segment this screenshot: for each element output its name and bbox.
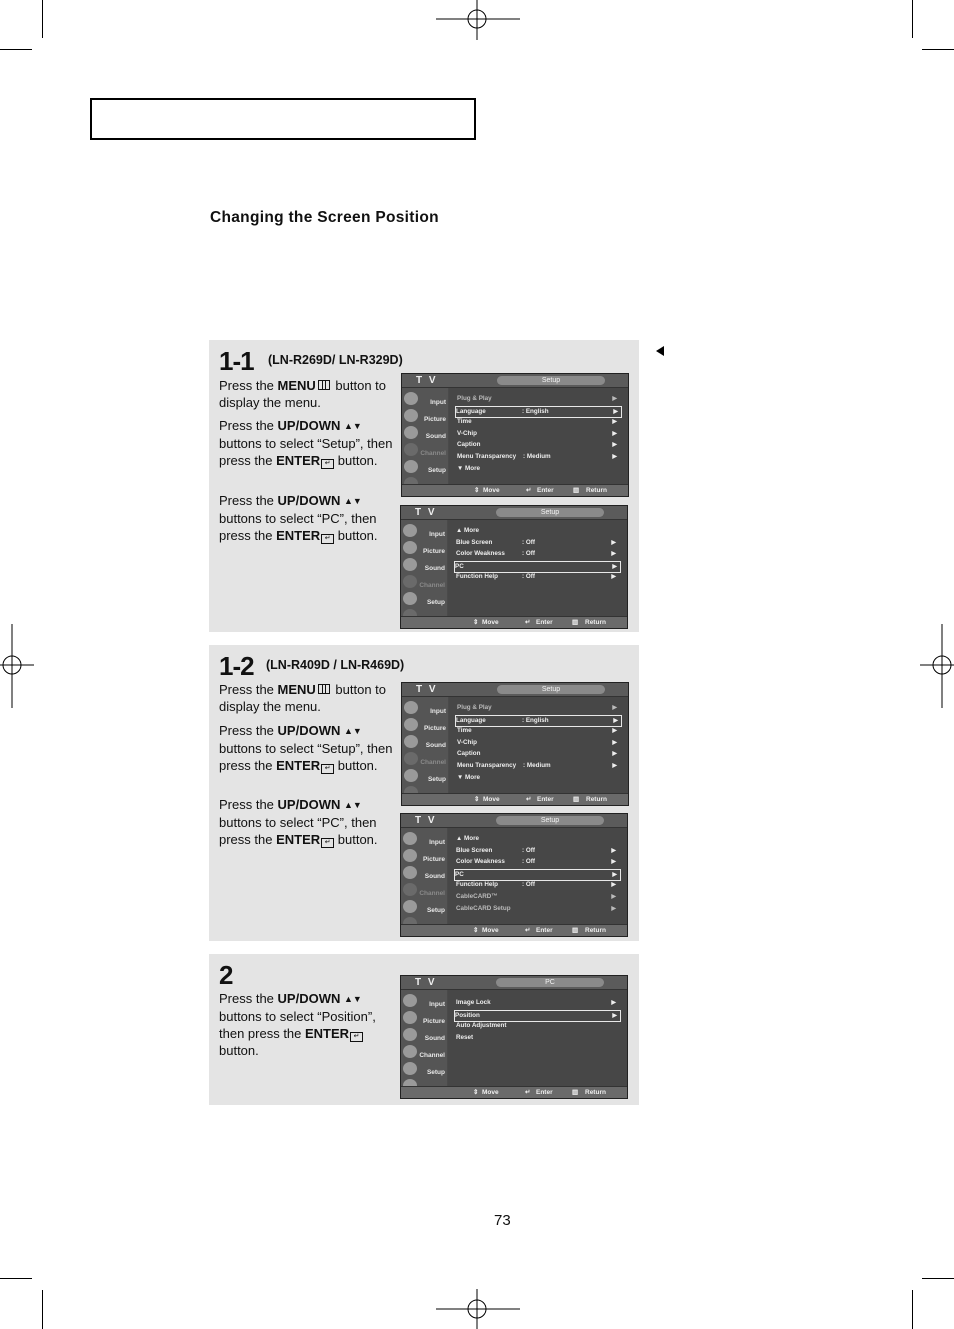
osd-item-value: : Off <box>522 538 535 546</box>
crop-mark <box>912 0 913 38</box>
osd-sidebar-item[interactable] <box>402 717 448 733</box>
osd-category-icon <box>404 769 418 782</box>
up-down-arrows-icon: ▲▼ <box>344 726 362 736</box>
osd-sidebar-item[interactable] <box>401 1027 447 1043</box>
osd-sidebar-item[interactable] <box>401 848 447 864</box>
enter-icon: ↵ <box>525 927 531 934</box>
osd-category-icon <box>403 866 417 879</box>
move-arrows-icon: ⇕ <box>473 619 479 626</box>
osd-sidebar-label: Picture <box>423 725 446 732</box>
osd-menu-item[interactable] <box>457 464 620 474</box>
osd-sidebar-item[interactable] <box>401 523 447 539</box>
osd-menu-item[interactable] <box>456 880 619 890</box>
osd-menu-tab: Setup <box>497 685 605 694</box>
crop-mark <box>922 1278 954 1279</box>
step-instruction: Press the UP/DOWN ▲▼ buttons to select “PC”, then press the ENTER ↵ button. <box>219 493 378 543</box>
osd-menu-tab: Setup <box>496 816 604 825</box>
osd-more-icon: ▼ <box>457 464 465 472</box>
osd-item-label: Time <box>457 418 472 426</box>
osd-submenu-arrow-icon: ▶ <box>611 539 616 546</box>
osd-submenu-arrow-icon: ▶ <box>613 408 618 415</box>
osd-sidebar <box>401 828 447 924</box>
osd-item-label: PC <box>455 870 464 878</box>
osd-sidebar-label: Setup <box>427 467 446 474</box>
move-arrows-icon: ⇕ <box>474 796 480 803</box>
osd-item-label: CableCARD Setup <box>456 904 511 912</box>
registration-mark-left <box>0 624 34 708</box>
osd-sidebar-label: Channel <box>420 450 446 457</box>
enter-button-icon: ↵ <box>321 459 334 469</box>
osd-item-label: More <box>463 527 480 534</box>
osd-menu-list <box>449 388 628 484</box>
osd-item-label: More <box>464 464 481 472</box>
osd-submenu-arrow-icon: ▶ <box>612 563 617 570</box>
osd-enter-label: Enter <box>536 1089 553 1096</box>
osd-item-label: Caption <box>457 750 481 758</box>
page-number: 73 <box>494 1212 511 1229</box>
osd-category-icon <box>404 460 418 473</box>
osd-sidebar-label: Setup <box>426 907 445 914</box>
osd-item-value: : Medium <box>523 453 551 460</box>
osd-enter-label: Enter <box>537 796 554 803</box>
osd-sidebar <box>402 388 448 484</box>
osd-item-label: Plug & Play <box>457 704 492 711</box>
osd-item-label: Language <box>456 407 486 415</box>
crop-mark <box>42 0 43 38</box>
osd-item-value: : Off <box>522 846 535 854</box>
osd-menu-item[interactable] <box>457 726 620 736</box>
osd-sidebar-label: Sound <box>424 873 445 880</box>
enter-icon: ↵ <box>526 796 532 803</box>
tv-osd-screen <box>400 975 628 1099</box>
osd-category-icon <box>403 524 417 537</box>
osd-submenu-arrow-icon: ▶ <box>611 894 616 900</box>
registration-mark-bottom <box>436 1289 520 1329</box>
osd-sidebar-label: Sound <box>425 742 446 749</box>
enter-button-icon: ↵ <box>350 1032 363 1042</box>
osd-title-bar <box>402 374 628 388</box>
osd-item-label: Color Weakness <box>456 550 505 558</box>
osd-sidebar-label: Channel <box>419 1052 445 1059</box>
osd-menu-item[interactable] <box>456 572 619 582</box>
osd-item-label: Plug & Play <box>457 395 492 402</box>
osd-help-bar <box>401 924 627 936</box>
osd-category-icon <box>404 735 418 748</box>
osd-sidebar-label: Setup <box>426 599 445 606</box>
osd-sidebar-item[interactable] <box>401 831 447 847</box>
osd-return-label: Return <box>586 796 607 803</box>
osd-item-label: More <box>464 773 481 781</box>
osd-more-icon: ▼ <box>457 773 465 781</box>
osd-menu-item[interactable] <box>456 834 619 844</box>
osd-title-bar <box>402 683 628 697</box>
osd-sidebar <box>401 520 447 616</box>
osd-item-label: PC <box>455 562 464 570</box>
osd-item-label: Language <box>456 716 486 724</box>
osd-title-bar <box>401 814 627 828</box>
osd-sidebar-label: Sound <box>424 565 445 572</box>
crop-mark <box>0 49 32 50</box>
osd-category-icon <box>404 443 418 456</box>
osd-menu-item[interactable] <box>456 846 619 856</box>
osd-help-bar <box>401 1086 627 1098</box>
step-model: (LN-R409D / LN-R469D) <box>266 658 405 672</box>
osd-return-label: Return <box>585 927 606 934</box>
enter-button-icon: ↵ <box>321 534 334 544</box>
move-arrows-icon: ⇕ <box>473 927 479 934</box>
osd-category-icon <box>404 409 418 422</box>
osd-menu-tab: Setup <box>496 508 604 517</box>
osd-category-icon <box>403 1028 417 1041</box>
step-number: 1-1 <box>219 346 254 376</box>
enter-button-icon: ↵ <box>321 764 334 774</box>
osd-submenu-arrow-icon: ▶ <box>612 751 617 758</box>
osd-tv-label: T V <box>415 815 437 826</box>
osd-submenu-arrow-icon: ▶ <box>612 763 617 769</box>
enter-button-icon: ↵ <box>321 838 334 848</box>
osd-category-icon <box>403 558 417 571</box>
return-icon: ▥ <box>572 619 579 626</box>
osd-sidebar-item[interactable] <box>401 574 447 590</box>
osd-sidebar-item[interactable] <box>401 899 447 915</box>
osd-menu-item[interactable] <box>457 394 620 404</box>
osd-sidebar-item[interactable] <box>401 557 447 573</box>
osd-sidebar-item[interactable] <box>401 540 447 556</box>
move-arrows-icon: ⇕ <box>474 487 480 494</box>
osd-help-bar <box>401 616 627 628</box>
step-instruction: Press the UP/DOWN ▲▼ buttons to select “Position”, then press the ENTER ↵ button. <box>219 991 376 1058</box>
osd-return-label: Return <box>585 619 606 626</box>
osd-item-value: : Off <box>522 550 535 558</box>
osd-sidebar-item[interactable] <box>401 591 447 607</box>
menu-button-icon <box>318 380 330 390</box>
osd-move-label: Move <box>482 619 499 626</box>
step-model: (LN-R269D/ LN-R329D) <box>268 353 403 367</box>
return-icon: ▥ <box>572 927 579 934</box>
osd-submenu-arrow-icon: ▶ <box>612 1012 617 1019</box>
osd-category-icon <box>404 426 418 439</box>
osd-menu-item[interactable] <box>456 538 619 548</box>
osd-menu-item[interactable] <box>457 761 620 771</box>
osd-sidebar-label: Input <box>429 839 445 846</box>
osd-item-label: V-Chip <box>457 429 477 437</box>
osd-sidebar-label: Input <box>430 399 446 406</box>
osd-sidebar-label: Picture <box>422 856 445 863</box>
step-instruction: Press the UP/DOWN ▲▼ buttons to select “Setup”, then press the ENTER ↵ button. <box>219 418 393 468</box>
osd-item-label: V-Chip <box>457 738 477 746</box>
osd-item-label: Menu Transparency <box>457 453 517 460</box>
osd-item-label: Function Help <box>456 573 498 581</box>
osd-submenu-arrow-icon: ▶ <box>612 442 617 449</box>
osd-category-icon <box>403 1062 417 1075</box>
osd-sidebar-item[interactable] <box>402 751 448 767</box>
osd-title-bar <box>401 506 627 520</box>
osd-submenu-arrow-icon: ▶ <box>611 905 616 912</box>
osd-category-icon <box>404 392 418 405</box>
osd-category-icon <box>403 541 417 554</box>
osd-category-icon <box>404 718 418 731</box>
osd-category-icon <box>404 752 418 765</box>
osd-menu-item[interactable] <box>456 857 619 867</box>
osd-sidebar-label: Input <box>430 708 446 715</box>
osd-submenu-arrow-icon: ▶ <box>612 454 617 460</box>
osd-item-label: Caption <box>457 441 481 449</box>
osd-category-icon <box>403 592 417 605</box>
osd-menu-list <box>448 828 627 924</box>
osd-category-icon <box>403 1011 417 1024</box>
osd-sidebar-label: Picture <box>422 548 445 555</box>
osd-sidebar-item[interactable] <box>401 993 447 1009</box>
osd-item-value: : Medium <box>523 762 551 769</box>
osd-sidebar-label: Setup <box>427 776 446 783</box>
osd-menu-item[interactable] <box>457 429 620 439</box>
osd-enter-label: Enter <box>536 619 553 626</box>
osd-sidebar-item[interactable] <box>401 1061 447 1077</box>
osd-sidebar-item[interactable] <box>402 408 448 424</box>
step-instruction: Press the MENU button to display the menu. <box>219 682 387 714</box>
osd-tv-label: T V <box>415 507 437 518</box>
osd-sidebar-label: Input <box>429 1001 445 1008</box>
osd-submenu-arrow-icon: ▶ <box>613 717 618 724</box>
osd-submenu-arrow-icon: ▶ <box>612 705 617 711</box>
osd-item-label: Blue Screen <box>456 846 493 854</box>
menu-button-icon <box>318 684 330 694</box>
osd-submenu-arrow-icon: ▶ <box>611 847 616 854</box>
continue-arrow-icon <box>656 346 664 356</box>
osd-enter-label: Enter <box>536 927 553 934</box>
osd-menu-item[interactable] <box>456 1021 619 1031</box>
osd-menu-tab: PC <box>496 978 604 987</box>
osd-menu-item[interactable] <box>456 892 619 902</box>
step-instruction: Press the UP/DOWN ▲▼ buttons to select “PC”, then press the ENTER ↵ button. <box>219 797 378 847</box>
osd-more-icon: ▲ <box>456 527 464 534</box>
osd-menu-item[interactable] <box>455 715 622 727</box>
osd-submenu-arrow-icon: ▶ <box>612 728 617 735</box>
up-down-arrows-icon: ▲▼ <box>344 496 362 506</box>
osd-sidebar-item[interactable] <box>401 865 447 881</box>
osd-return-label: Return <box>586 487 607 494</box>
step-instruction: Press the UP/DOWN ▲▼ buttons to select “Setup”, then press the ENTER ↵ button. <box>219 723 393 773</box>
tv-osd-screen <box>401 373 629 497</box>
osd-menu-item[interactable] <box>456 998 619 1008</box>
osd-submenu-arrow-icon: ▶ <box>611 574 616 581</box>
osd-sidebar-label: Sound <box>424 1035 445 1042</box>
osd-sidebar-item[interactable] <box>402 442 448 458</box>
osd-sidebar-label: Channel <box>419 582 445 589</box>
registration-mark-right <box>920 624 954 708</box>
osd-category-icon <box>403 994 417 1007</box>
up-down-arrows-icon: ▲▼ <box>344 800 362 810</box>
osd-item-label: Auto Adjustment <box>456 1022 507 1030</box>
osd-category-icon <box>403 1045 417 1058</box>
osd-sidebar-label: Channel <box>419 890 445 897</box>
osd-category-icon <box>404 701 418 714</box>
osd-sidebar <box>402 697 448 793</box>
osd-menu-item[interactable] <box>457 738 620 748</box>
osd-move-label: Move <box>482 927 499 934</box>
osd-tv-label: T V <box>416 684 438 695</box>
osd-sidebar-item[interactable] <box>402 768 448 784</box>
osd-item-label: Blue Screen <box>456 538 493 546</box>
osd-sidebar-label: Picture <box>423 416 446 423</box>
osd-submenu-arrow-icon: ▶ <box>612 430 617 437</box>
enter-icon: ↵ <box>526 487 532 494</box>
osd-item-label: CableCARD™ <box>456 893 498 900</box>
osd-sidebar <box>401 990 447 1086</box>
osd-move-label: Move <box>482 1089 499 1096</box>
osd-sidebar-label: Picture <box>422 1018 445 1025</box>
osd-sidebar-label: Setup <box>426 1069 445 1076</box>
osd-help-bar <box>402 793 628 805</box>
osd-menu-tab: Setup <box>497 376 605 385</box>
osd-tv-label: T V <box>415 977 437 988</box>
chapter-heading-box <box>90 98 476 140</box>
osd-submenu-arrow-icon: ▶ <box>611 1000 616 1006</box>
osd-item-value: : Off <box>522 858 535 866</box>
step-number: 1-2 <box>219 651 254 681</box>
osd-sidebar-item[interactable] <box>402 391 448 407</box>
up-down-arrows-icon: ▲▼ <box>344 421 362 431</box>
osd-item-label: Function Help <box>456 881 498 889</box>
osd-category-icon <box>403 832 417 845</box>
osd-menu-item[interactable] <box>457 749 620 759</box>
osd-menu-list <box>448 520 627 616</box>
osd-item-label: More <box>463 835 480 842</box>
osd-menu-item[interactable] <box>455 406 622 418</box>
osd-submenu-arrow-icon: ▶ <box>612 739 617 746</box>
osd-submenu-arrow-icon: ▶ <box>612 396 617 402</box>
crop-mark <box>912 1290 913 1329</box>
osd-item-label: Image Lock <box>456 999 491 1006</box>
osd-menu-item[interactable] <box>456 549 619 559</box>
registration-mark-top <box>436 0 520 40</box>
osd-item-label: Reset <box>456 1033 474 1041</box>
tv-osd-screen <box>401 682 629 806</box>
osd-menu-item[interactable] <box>454 561 621 573</box>
osd-category-icon <box>403 575 417 588</box>
osd-title-bar <box>401 976 627 990</box>
osd-menu-item[interactable] <box>456 1033 619 1043</box>
move-arrows-icon: ⇕ <box>473 1089 479 1096</box>
osd-move-label: Move <box>483 487 500 494</box>
tv-osd-screen <box>400 505 628 629</box>
return-icon: ▥ <box>572 1089 579 1096</box>
osd-menu-item[interactable] <box>457 703 620 713</box>
osd-help-bar <box>402 484 628 496</box>
osd-menu-list <box>449 697 628 793</box>
page-title: Changing the Screen Position <box>210 209 439 226</box>
osd-sidebar-label: Input <box>429 531 445 538</box>
step-instruction: Press the MENU button to display the menu. <box>219 378 387 410</box>
osd-enter-label: Enter <box>537 487 554 494</box>
osd-menu-item[interactable] <box>456 904 619 914</box>
crop-mark <box>922 49 954 50</box>
osd-item-label: Time <box>457 727 472 735</box>
tv-osd-screen <box>400 813 628 937</box>
osd-menu-item[interactable] <box>457 452 620 462</box>
osd-category-icon <box>403 849 417 862</box>
enter-icon: ↵ <box>525 619 531 626</box>
osd-category-icon <box>403 883 417 896</box>
osd-item-value: : Off <box>522 881 535 889</box>
osd-sidebar-item[interactable] <box>401 1044 447 1060</box>
osd-sidebar-label: Channel <box>420 759 446 766</box>
osd-menu-list <box>448 990 627 1086</box>
osd-item-value: : Off <box>522 573 535 581</box>
osd-menu-item[interactable] <box>457 773 620 783</box>
osd-submenu-arrow-icon: ▶ <box>611 551 616 558</box>
osd-sidebar-item[interactable] <box>401 882 447 898</box>
osd-category-icon <box>403 900 417 913</box>
enter-icon: ↵ <box>525 1089 531 1096</box>
osd-menu-item[interactable] <box>456 526 619 536</box>
osd-menu-item[interactable] <box>457 440 620 450</box>
osd-tv-label: T V <box>416 375 438 386</box>
return-icon: ▥ <box>573 487 580 494</box>
osd-item-label: Menu Transparency <box>457 762 517 769</box>
osd-sidebar-item[interactable] <box>401 1010 447 1026</box>
osd-sidebar-item[interactable] <box>402 734 448 750</box>
return-icon: ▥ <box>573 796 580 803</box>
up-down-arrows-icon: ▲▼ <box>344 994 362 1004</box>
osd-item-value: : English <box>522 407 549 415</box>
osd-sidebar-item[interactable] <box>402 425 448 441</box>
step-number: 2 <box>219 960 233 990</box>
crop-mark <box>42 1290 43 1329</box>
osd-return-label: Return <box>585 1089 606 1096</box>
osd-menu-item[interactable] <box>454 1010 621 1022</box>
osd-submenu-arrow-icon: ▶ <box>611 882 616 889</box>
osd-move-label: Move <box>483 796 500 803</box>
osd-submenu-arrow-icon: ▶ <box>612 419 617 426</box>
osd-sidebar-label: Sound <box>425 433 446 440</box>
osd-item-label: Position <box>455 1011 480 1019</box>
osd-submenu-arrow-icon: ▶ <box>612 871 617 878</box>
osd-sidebar-item[interactable] <box>402 700 448 716</box>
osd-menu-item[interactable] <box>454 869 621 881</box>
osd-more-icon: ▲ <box>456 835 464 842</box>
osd-sidebar-item[interactable] <box>402 459 448 475</box>
crop-mark <box>0 1278 32 1279</box>
osd-item-label: Color Weakness <box>456 858 505 866</box>
osd-item-value: : English <box>522 716 549 724</box>
osd-submenu-arrow-icon: ▶ <box>611 859 616 866</box>
osd-menu-item[interactable] <box>457 417 620 427</box>
